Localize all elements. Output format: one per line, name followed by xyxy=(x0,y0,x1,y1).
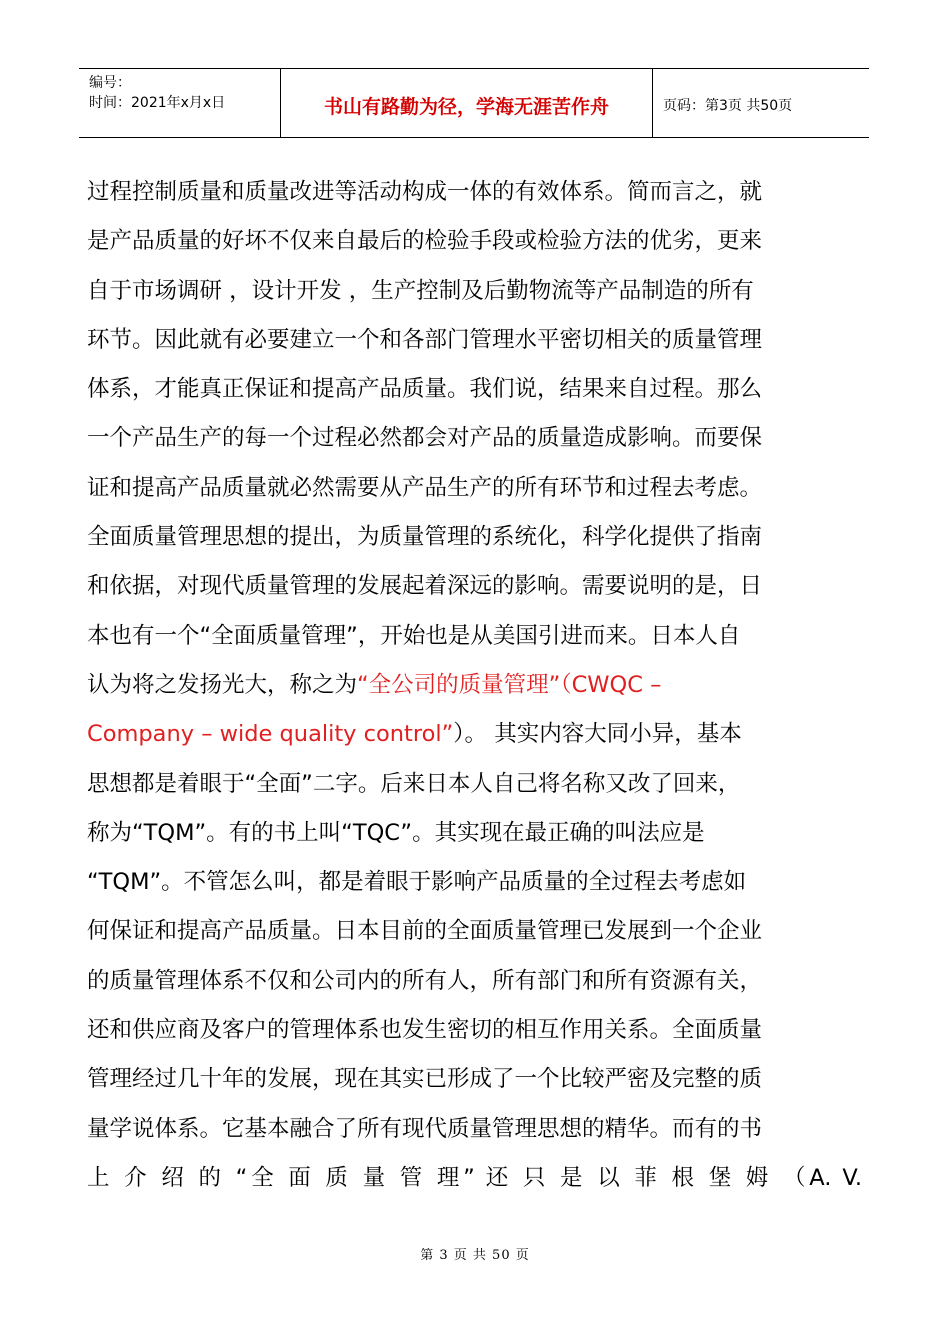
body-line: 全面质量管理思想的提出，为质量管理的系统化，科学化提供了指南 xyxy=(87,524,763,551)
page-footer: 第 3 页 共 50 页 xyxy=(420,1248,530,1263)
body-line: 管理经过几十年的发展，现在其实已形成了一个比较严密及完整的质 xyxy=(87,1066,763,1093)
highlighted-text-segment: Company – wide quality control” xyxy=(87,721,454,748)
body-line-mixed xyxy=(87,661,862,710)
body-text-segment: ）。 其实内容大同小异，基本 xyxy=(453,721,742,748)
highlighted-text-segment: “全公司的质量管理”（CWQC – xyxy=(357,671,662,698)
body-line: 还和供应商及客户的管理体系也发生密切的相互作用关系。全面质量 xyxy=(87,1017,763,1044)
body-line: 和依据，对现代质量管理的发展起着深远的影响。需要说明的是，日 xyxy=(87,573,763,600)
body-line: 一个产品生产的每一个过程必然都会对产品的质量造成影响。而要保 xyxy=(87,425,763,452)
header-page-info: 页码：第3页 共50页 xyxy=(663,98,793,114)
body-line: 过程控制质量和质量改进等活动构成一体的有效体系。简而言之，就 xyxy=(87,179,763,205)
body-line: 上 介 绍 的 “全 面 质 量 管 理” 还 只 是 以 菲 根 堡 姆 （A. V. xyxy=(87,1164,862,1191)
document-header xyxy=(79,68,869,138)
document-date: 时间：2021年x月x日 xyxy=(89,95,226,111)
body-line: 称为“TQM”。有的书上叫“TQC”。其实现在最正确的叫法应是 xyxy=(87,819,705,846)
body-line: 的质量管理体系不仅和公司内的所有人，所有部门和所有资源有关， xyxy=(87,967,763,994)
body-line: 证和提高产品质量就必然需要从产品生产的所有环节和过程去考虑。 xyxy=(87,474,763,501)
body-line: 是产品质量的好坏不仅来自最后的检验手段或检验方法的优劣，更来 xyxy=(87,228,763,255)
header-left-cell xyxy=(79,69,281,137)
body-line-mixed xyxy=(87,710,862,759)
document-body xyxy=(87,168,862,1203)
body-line: 思想都是着眼于“全面”二字。后来日本人自己将名称又改了回来， xyxy=(87,770,741,797)
body-line: “TQM”。不管怎么叫，都是着眼于影响产品质量的全过程去考虑如 xyxy=(87,869,747,896)
header-motto: 书山有路勤为径，学海无涯苦作舟 xyxy=(281,69,653,137)
body-line: 量学说体系。它基本融合了所有现代质量管理思想的精华。而有的书 xyxy=(87,1115,763,1142)
body-line: 何保证和提高产品质量。日本目前的全面质量管理已发展到一个企业 xyxy=(87,918,763,945)
body-text-segment: 认为将之发扬光大，称之为 xyxy=(87,671,358,698)
document-number-label: 编号： xyxy=(89,75,131,91)
body-line: 体系，才能真正保证和提高产品质量。我们说，结果来自过程。那么 xyxy=(87,376,763,403)
body-line: 自于市场调研 ，设计开发 ，生产控制及后勤物流等产品制造的所有 xyxy=(87,277,754,304)
body-line: 本也有一个“全面质量管理”，开始也是从美国引进而来。日本人自 xyxy=(87,622,741,649)
body-line: 环节。因此就有必要建立一个和各部门管理水平密切相关的质量管理 xyxy=(87,326,763,353)
